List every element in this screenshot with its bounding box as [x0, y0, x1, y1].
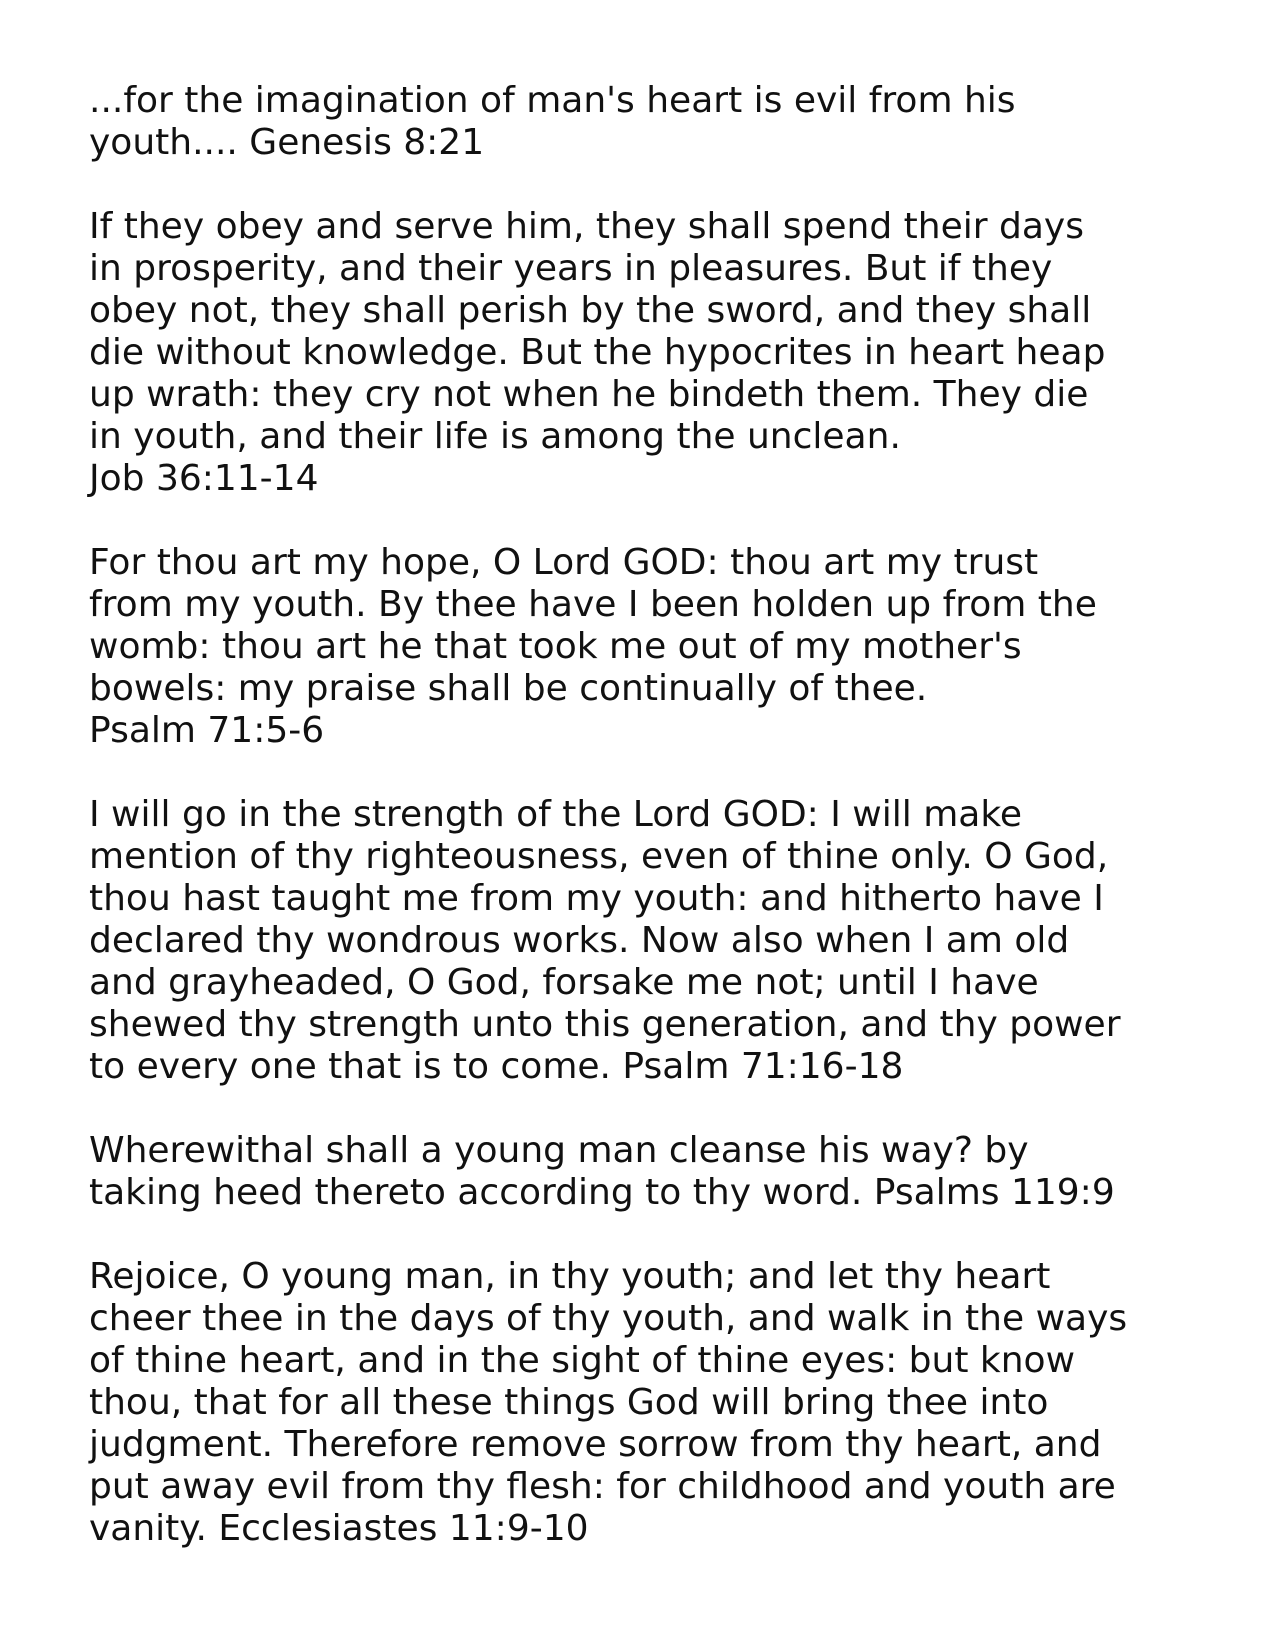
- text-line: in youth, and their life is among the unclean.: [89, 416, 901, 457]
- text-line: Psalm 71:5-6: [89, 710, 325, 751]
- text-line: womb: thou art he that took me out of my mother's: [89, 626, 1022, 667]
- paragraph-gap: [89, 1088, 1249, 1130]
- text-line: put away evil from thy flesh: for childhood and youth are: [89, 1466, 1116, 1507]
- passage-psalms-119-9: [89, 1130, 1249, 1214]
- text-line: Rejoice, O young man, in thy youth; and let thy heart: [89, 1256, 1051, 1297]
- paragraph-gap: [89, 164, 1249, 206]
- text-line: from my youth. By thee have I been holden up from the: [89, 584, 1097, 625]
- text-line: vanity. Ecclesiastes 11:9-10: [89, 1508, 589, 1549]
- text-line: If they obey and serve him, they shall spend their days: [89, 206, 1084, 247]
- text-line: up wrath: they cry not when he bindeth them. They die: [89, 374, 1089, 415]
- passage-genesis-8-21: [89, 80, 1249, 164]
- text-line: judgment. Therefore remove sorrow from thy heart, and: [89, 1424, 1102, 1465]
- text-line: in prosperity, and their years in pleasures. But if they: [89, 248, 1053, 289]
- passage-job-36-11-14: [89, 206, 1249, 500]
- passage-psalm-71-16-18: [89, 794, 1249, 1088]
- text-line: Wherewithal shall a young man cleanse his way? by: [89, 1130, 1029, 1171]
- text-line: die without knowledge. But the hypocrites in heart heap: [89, 332, 1106, 373]
- text-line: and grayheaded, O God, forsake me not; until I have: [89, 962, 1039, 1003]
- text-line: of thine heart, and in the sight of thine eyes: but know: [89, 1340, 1076, 1381]
- text-line: bowels: my praise shall be continually of thee.: [89, 668, 928, 709]
- text-line: youth.... Genesis 8:21: [89, 122, 485, 163]
- text-line: thou hast taught me from my youth: and hitherto have I: [89, 878, 1104, 919]
- paragraph-gap: [89, 752, 1249, 794]
- text-line: For thou art my hope, O Lord GOD: thou art my trust: [89, 542, 1039, 583]
- scripture-text: [89, 80, 1249, 1550]
- text-line: obey not, they shall perish by the sword, and they shall: [89, 290, 1092, 331]
- text-line: I will go in the strength of the Lord GOD: I will make: [89, 794, 1023, 835]
- text-line: Job 36:11-14: [89, 458, 319, 499]
- text-line: to every one that is to come. Psalm 71:16-18: [89, 1046, 904, 1087]
- text-line: cheer thee in the days of thy youth, and walk in the ways: [89, 1298, 1128, 1339]
- text-line: declared thy wondrous works. Now also when I am old: [89, 920, 1070, 961]
- text-line: ...for the imagination of man's heart is evil from his: [89, 80, 1016, 121]
- passage-ecclesiastes-11-9-10: [89, 1256, 1249, 1550]
- paragraph-gap: [89, 500, 1249, 542]
- text-line: shewed thy strength unto this generation, and thy power: [89, 1004, 1121, 1045]
- text-line: thou, that for all these things God will bring thee into: [89, 1382, 1049, 1423]
- text-line: mention of thy righteousness, even of thine only. O God,: [89, 836, 1109, 877]
- passage-psalm-71-5-6: [89, 542, 1249, 752]
- text-line: taking heed thereto according to thy word. Psalms 119:9: [89, 1172, 1115, 1213]
- paragraph-gap: [89, 1214, 1249, 1256]
